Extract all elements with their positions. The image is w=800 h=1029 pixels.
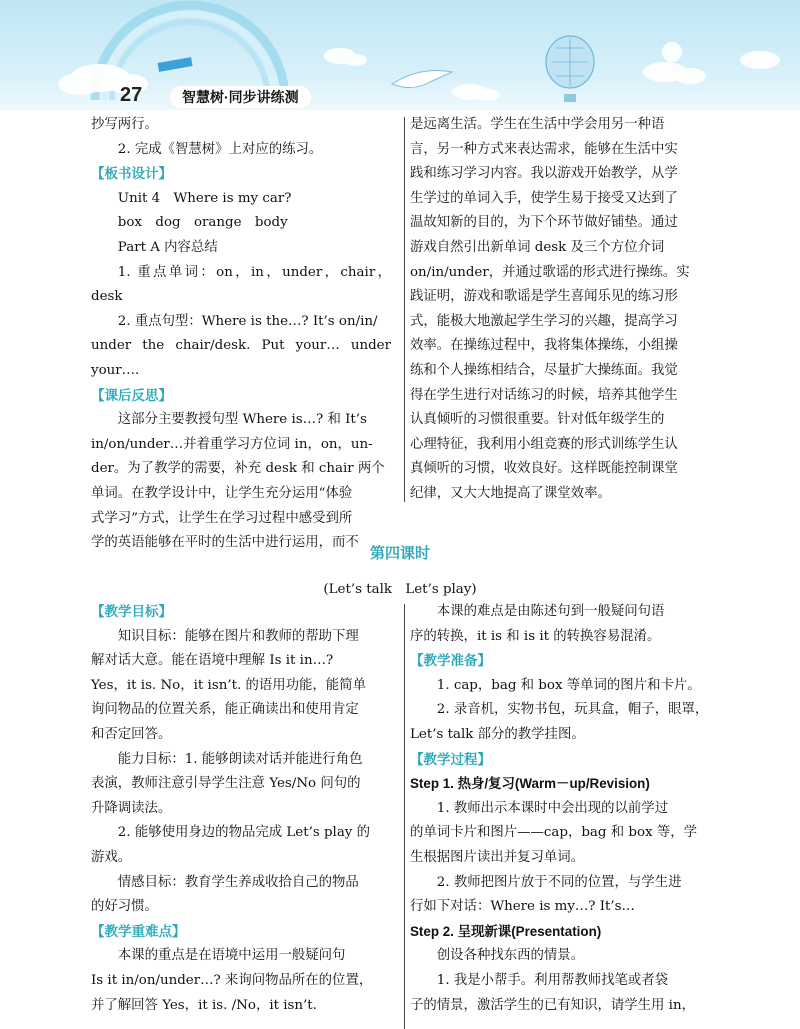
text-line: 心理特征，我利用小组竞赛的形式训练学生认 <box>410 436 678 452</box>
text-line: 和否定回答。 <box>91 726 172 742</box>
text-line: 真倾听的习惯，收效良好。这样既能控制课堂 <box>410 461 678 477</box>
text-line: Unit 4 Where is my car? <box>117 190 292 206</box>
section-heading: 【教学过程】 <box>410 751 491 767</box>
text-line: 能力目标：1. 能够朗读对话并能进行角色 <box>117 751 363 767</box>
text-line: 认真倾听的习惯很重要。针对低年级学生的 <box>410 412 665 428</box>
text-line: 子的情景，激活学生的已有知识，请学生用 in， <box>410 997 695 1013</box>
text-line: 本课的重点是在语境中运用一般疑问句 <box>117 948 346 964</box>
section-heading: 【板书设计】 <box>91 166 172 182</box>
top-left-column <box>91 113 391 556</box>
text-line: 知识目标：能够在图片和教师的帮助下理 <box>117 628 359 644</box>
text-line: in/on/under…并着重学习方位词 in，on，un- <box>91 436 373 452</box>
section-subtitle: (Let’s talk Let’s play) <box>323 582 477 597</box>
text-line: 2. 完成《智慧树》上对应的练习。 <box>117 141 323 157</box>
section-heading: 【教学重难点】 <box>91 923 186 939</box>
text-line: 1. 教师出示本课时中会出现的以前学过 <box>436 800 669 816</box>
text-line: 2. 重点句型：Where is the…? It’s on/in/ <box>117 313 378 329</box>
book-brand: 智慧树·同步讲练测 <box>170 86 311 108</box>
step-heading: Step 2. 呈现新课(Presentation) <box>410 923 602 939</box>
text-line: 2. 录音机，实物书包，玩具盒，帽子，眼罩， <box>436 702 709 718</box>
text-line: 生根据图片读出并复习单词。 <box>410 849 585 865</box>
text-line: 并了解回答 Yes，it is. /No，it isn’t. <box>91 997 317 1013</box>
text-line: 这部分主要教授句型 Where is…? 和 It’s <box>117 412 367 428</box>
text-line: 践和练习学习内容。我以游戏开始教学，从学 <box>410 166 678 182</box>
text-line: 是远离生活。学生在生活中学会用另一种语 <box>410 117 665 132</box>
text-line: 效率。在操练过程中，我将集体操练，小组操 <box>410 338 678 354</box>
text-line: box dog orange body <box>117 215 288 231</box>
text-line: 言，另一种方式来表达需求，能够在生活中实 <box>410 141 678 157</box>
text-line: 生学过的单词入手，使学生易于接受又达到了 <box>410 190 678 206</box>
section-heading: 【教学准备】 <box>410 653 491 669</box>
text-line: on/in/under，并通过歌谣的形式进行操练。实 <box>410 264 690 280</box>
section-title: 第四课时 <box>369 545 430 562</box>
text-line: 询问物品的位置关系，能正确读出和使用肯定 <box>91 702 359 718</box>
section-heading: 【教学目标】 <box>91 604 172 619</box>
text-line: 学的英语能够在平时的生活中进行运用，而不 <box>91 535 359 551</box>
text-line: 解对话大意。能在语境中理解 Is it in…? <box>91 653 334 669</box>
text-line: 2. 教师把图片放于不同的位置，与学生进 <box>436 874 682 890</box>
top-right-column <box>410 113 712 507</box>
text-line: 序的转换，it is 和 is it 的转换容易混淆。 <box>410 628 661 644</box>
page-number: 27 <box>120 84 143 106</box>
text-line: 抄写两行。 <box>91 117 158 132</box>
text-line: 温故知新的目的，为下个环节做好铺垫。通过 <box>410 215 678 231</box>
text-line: 的好习惯。 <box>91 899 158 915</box>
text-line: 创设各种找东西的情景。 <box>436 948 585 964</box>
text-line: Let’s talk 部分的教学挂图。 <box>410 726 585 742</box>
text-line: 得在学生进行对话练习的时候，培养其他学生 <box>410 387 678 403</box>
text-line: 践证明，游戏和歌谣是学生喜闻乐见的练习形 <box>410 289 678 305</box>
text-line: Yes，it is. No，it isn’t. 的语用功能，能简单 <box>91 677 366 693</box>
text-line: 式学习”方式，让学生在学习过程中感受到所 <box>91 510 353 526</box>
text-line: 升降调读法。 <box>91 800 172 816</box>
column-divider-lower <box>404 604 405 1029</box>
text-line: 表演，教师注意引导学生注意 Yes/No 问句的 <box>91 776 361 792</box>
text-line: 式，能极大地激起学生学习的兴趣，提高学习 <box>410 313 678 329</box>
text-line: 游戏。 <box>91 849 132 865</box>
text-line: 2. 能够使用身边的物品完成 Let’s play 的 <box>117 825 371 841</box>
text-line: under the chair/desk. Put your… under your…. <box>91 338 391 378</box>
bottom-right-column <box>410 600 712 1018</box>
text-line: 1. 我是小帮手。利用帮教师找笔或者袋 <box>436 972 669 988</box>
text-line: 纪律，又大大地提高了课堂效率。 <box>410 485 611 501</box>
section-heading: 【课后反思】 <box>91 387 172 403</box>
text-line: Part A 内容总结 <box>117 239 218 255</box>
text-line: Is it in/on/under…? 来询问物品所在的位置， <box>91 972 373 988</box>
text-line: 1. 重点单词：on，in，under，chair，desk <box>91 264 391 305</box>
step-heading: Step 1. 热身/复习(Warm－up/Revision) <box>410 776 650 792</box>
bottom-left-column <box>91 600 391 1018</box>
text-line: 的单词卡片和图片——cap，bag 和 box 等，学 <box>410 825 697 841</box>
text-line: 单词。在教学设计中，让学生充分运用“体验 <box>91 485 353 501</box>
text-line: der。为了教学的需要，补充 desk 和 chair 两个 <box>91 461 385 477</box>
text-line: 1. cap，bag 和 box 等单词的图片和卡片。 <box>436 677 701 693</box>
text-line: 本课的难点是由陈述句到一般疑问句语 <box>436 604 665 619</box>
column-divider <box>404 117 405 502</box>
text-line: 情感目标：教育学生养成收拾自己的物品 <box>117 874 359 890</box>
text-line: 练和个人操练相结合，尽量扩大操练面。我觉 <box>410 362 678 378</box>
text-line: 游戏自然引出新单词 desk 及三个方位介词 <box>410 239 665 255</box>
text-line: 行如下对话：Where is my…? It’s… <box>410 899 635 915</box>
